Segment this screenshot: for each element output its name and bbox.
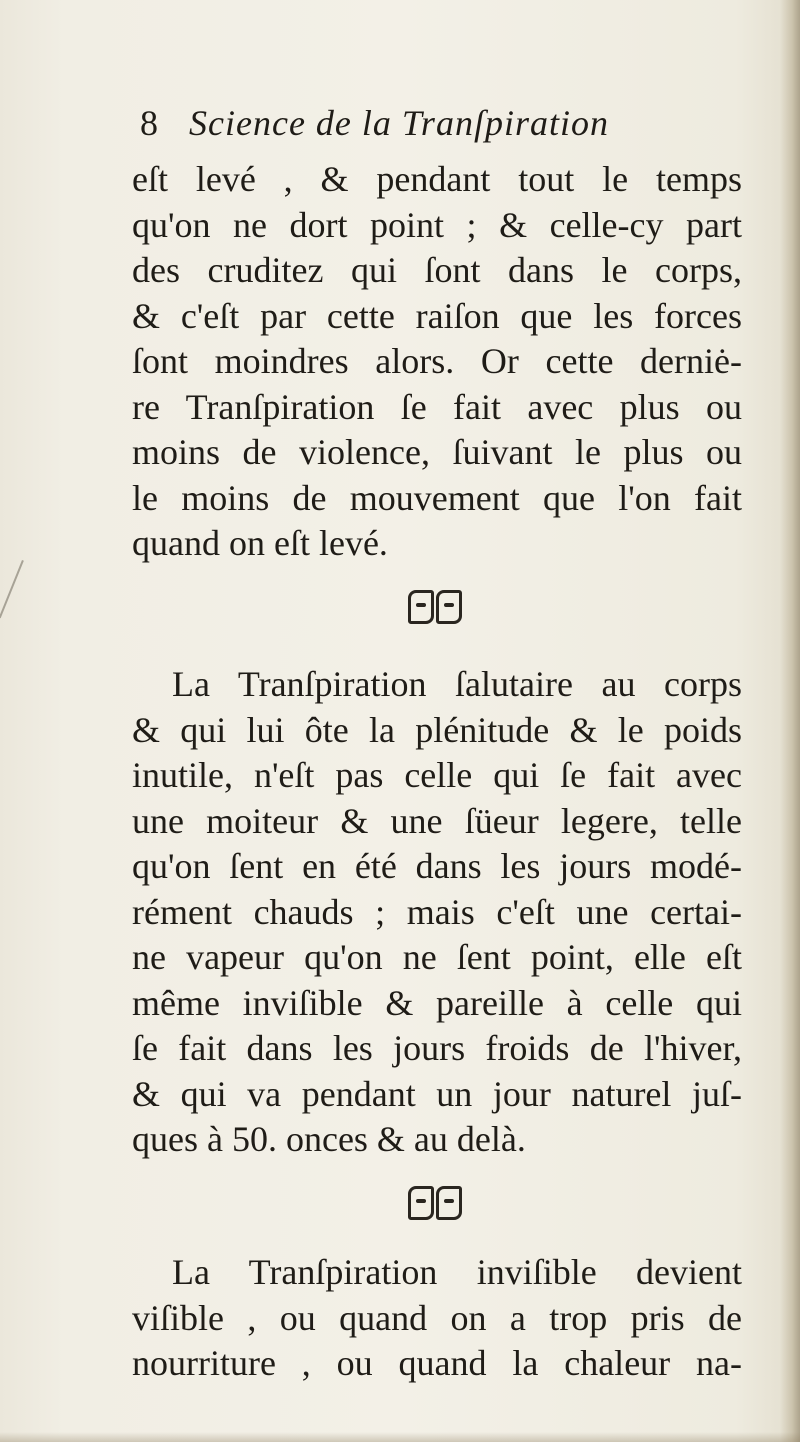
paragraph-2 <box>132 662 742 1163</box>
text-line: re Tranſpiration ſe fait avec plus ou <box>132 386 742 427</box>
text-line: même inviſible & pareille à celle qui <box>132 982 742 1023</box>
fleuron-left-icon <box>408 1186 434 1220</box>
text-line: ques à 50. onces & au delà. <box>132 1119 526 1159</box>
text-line: une moiteur & une ſüeur legere, telle <box>132 800 742 841</box>
paragraph-3 <box>132 1250 742 1387</box>
text-line: viſible , ou quand on a trop pris de <box>132 1297 742 1338</box>
fleuron-right-icon <box>436 590 462 624</box>
text-line: des cruditez qui ſont dans le corps, <box>132 250 742 290</box>
page-number: 8 <box>140 103 158 143</box>
text-line: qu'on ſent en été dans les jours modé- <box>132 846 742 886</box>
text-line: ſe fait dans les jours froids de l'hiver, <box>132 1028 742 1068</box>
text-line: moins de violence, ſuivant le plus ou <box>132 432 742 472</box>
text-line: le moins de mouvement que l'on fait <box>132 477 742 518</box>
fleuron-right-icon <box>436 1186 462 1220</box>
paragraph-1 <box>132 157 742 567</box>
text-line: ſont moindres alors. Or cette derniė- <box>132 341 742 381</box>
text-line: quand on eſt levé. <box>132 523 388 563</box>
running-header <box>140 102 609 144</box>
text-line: rément chauds ; mais c'eſt une certai- <box>132 891 742 932</box>
text-line: La Tranſpiration ſalutaire au corps <box>172 664 742 704</box>
text-line: qu'on ne dort point ; & celle-cy part <box>132 204 742 245</box>
text-line: & qui lui ôte la plénitude & le poids <box>132 709 742 750</box>
text-line: & qui va pendant un jour naturel juſ- <box>132 1073 742 1114</box>
text-line: & c'eſt par cette raiſon que les forces <box>132 295 742 336</box>
page-bottom-shadow <box>0 1432 800 1442</box>
running-title: Science de la Tranſpiration <box>189 103 609 143</box>
fleuron-ornament-icon <box>408 590 462 624</box>
text-line: ne vapeur qu'on ne ſent point, elle eſt <box>132 937 742 977</box>
text-line: nourriture , ou quand la chaleur na- <box>132 1343 742 1383</box>
margin-stroke-mark <box>0 560 24 618</box>
text-line: eſt levé , & pendant tout le temps <box>132 159 742 199</box>
text-line: inutile, n'eſt pas celle qui ſe fait avec <box>132 755 742 795</box>
text-line: La Tranſpiration inviſible devient <box>172 1252 742 1292</box>
fleuron-left-icon <box>408 590 434 624</box>
page-edge-shadow <box>780 0 800 1442</box>
fleuron-ornament-icon <box>408 1186 462 1220</box>
